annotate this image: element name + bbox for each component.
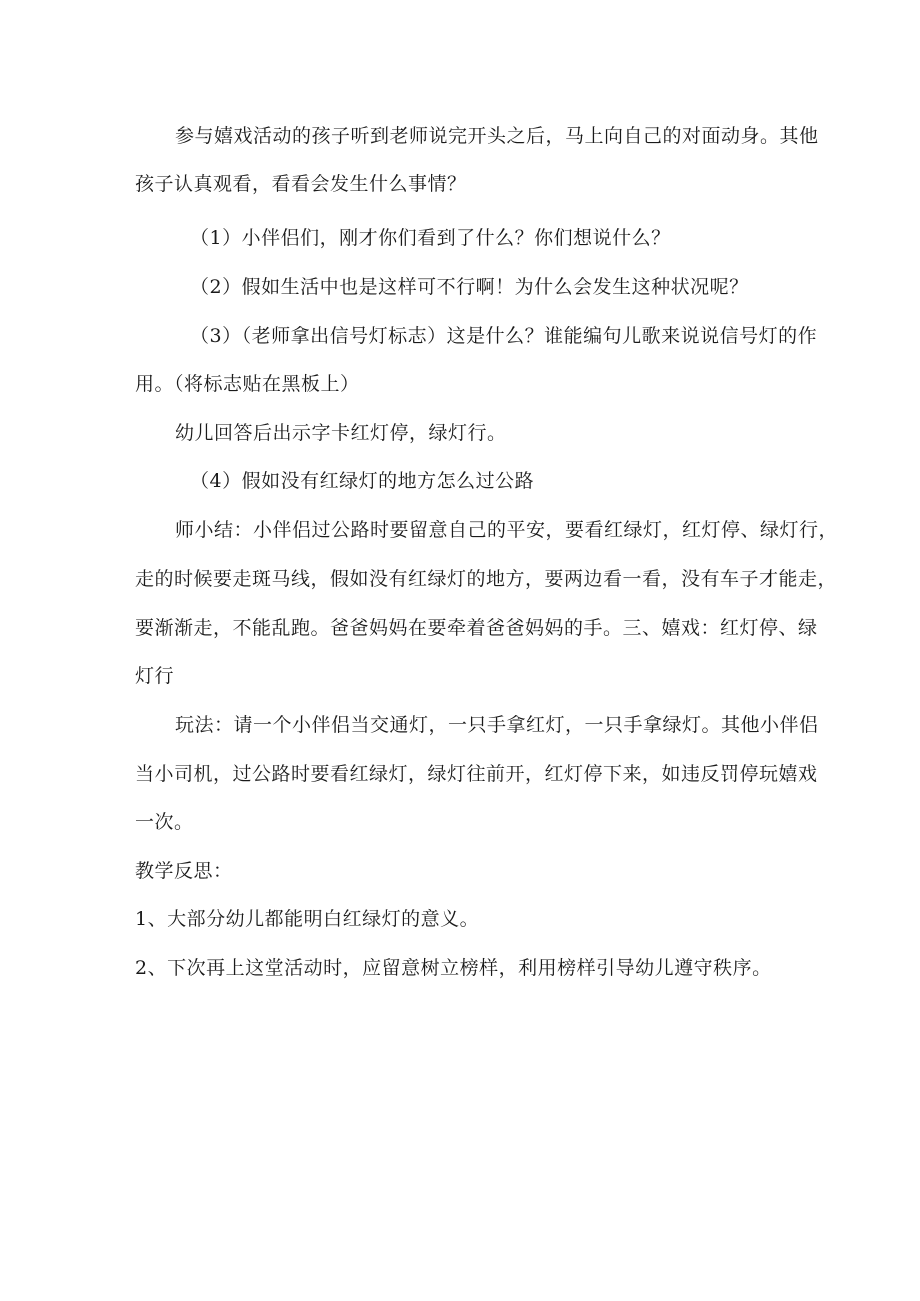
paragraph-line: 灯行 xyxy=(135,665,175,687)
paragraph-line: 用。（将标志贴在黑板上） xyxy=(135,373,360,395)
paragraph-line: 一次。 xyxy=(135,811,194,833)
reflection-heading: 教学反思： xyxy=(135,860,233,882)
question-1: （1）小伴侣们，刚才你们看到了什么？你们想说什么？ xyxy=(190,227,671,249)
teacher-summary: 师小结：小伴侣过公路时要留意自己的平安，要看红绿灯，红灯停、绿灯行， xyxy=(175,519,839,541)
paragraph-line: 参与嬉戏活动的孩子听到老师说完开头之后，马上向自己的对面动身。其他 xyxy=(175,125,819,147)
paragraph-line: 当小司机，过公路时要看红绿灯，绿灯往前开，红灯停下来，如违反罚停玩嬉戏 xyxy=(135,763,818,785)
paragraph-line: 幼儿回答后出示字卡红灯停，绿灯行。 xyxy=(175,422,507,444)
paragraph-line: 要渐渐走，不能乱跑。爸爸妈妈在要牵着爸爸妈妈的手。三、嬉戏：红灯停、绿 xyxy=(135,617,818,639)
reflection-item-1: 1、大部分幼儿都能明白红绿灯的意义。 xyxy=(135,908,480,930)
reflection-item-2: 2、下次再上这堂活动时，应留意树立榜样，利用榜样引导幼儿遵守秩序。 xyxy=(135,957,772,979)
question-4: （4）假如没有红绿灯的地方怎么过公路 xyxy=(190,470,535,492)
paragraph-line: 孩子认真观看，看看会发生什么事情？ xyxy=(135,173,467,195)
question-3: （3）（老师拿出信号灯标志）这是什么？谁能编句儿歌来说说信号灯的作 xyxy=(190,325,818,347)
paragraph-line: 走的时候要走斑马线，假如没有红绿灯的地方，要两边看一看，没有车子才能走， xyxy=(135,568,838,590)
question-2: （2）假如生活中也是这样可不行啊！为什么会发生这种状况呢？ xyxy=(190,276,749,298)
game-rules: 玩法：请一个小伴侣当交通灯，一只手拿红灯，一只手拿绿灯。其他小伴侣 xyxy=(175,714,819,736)
